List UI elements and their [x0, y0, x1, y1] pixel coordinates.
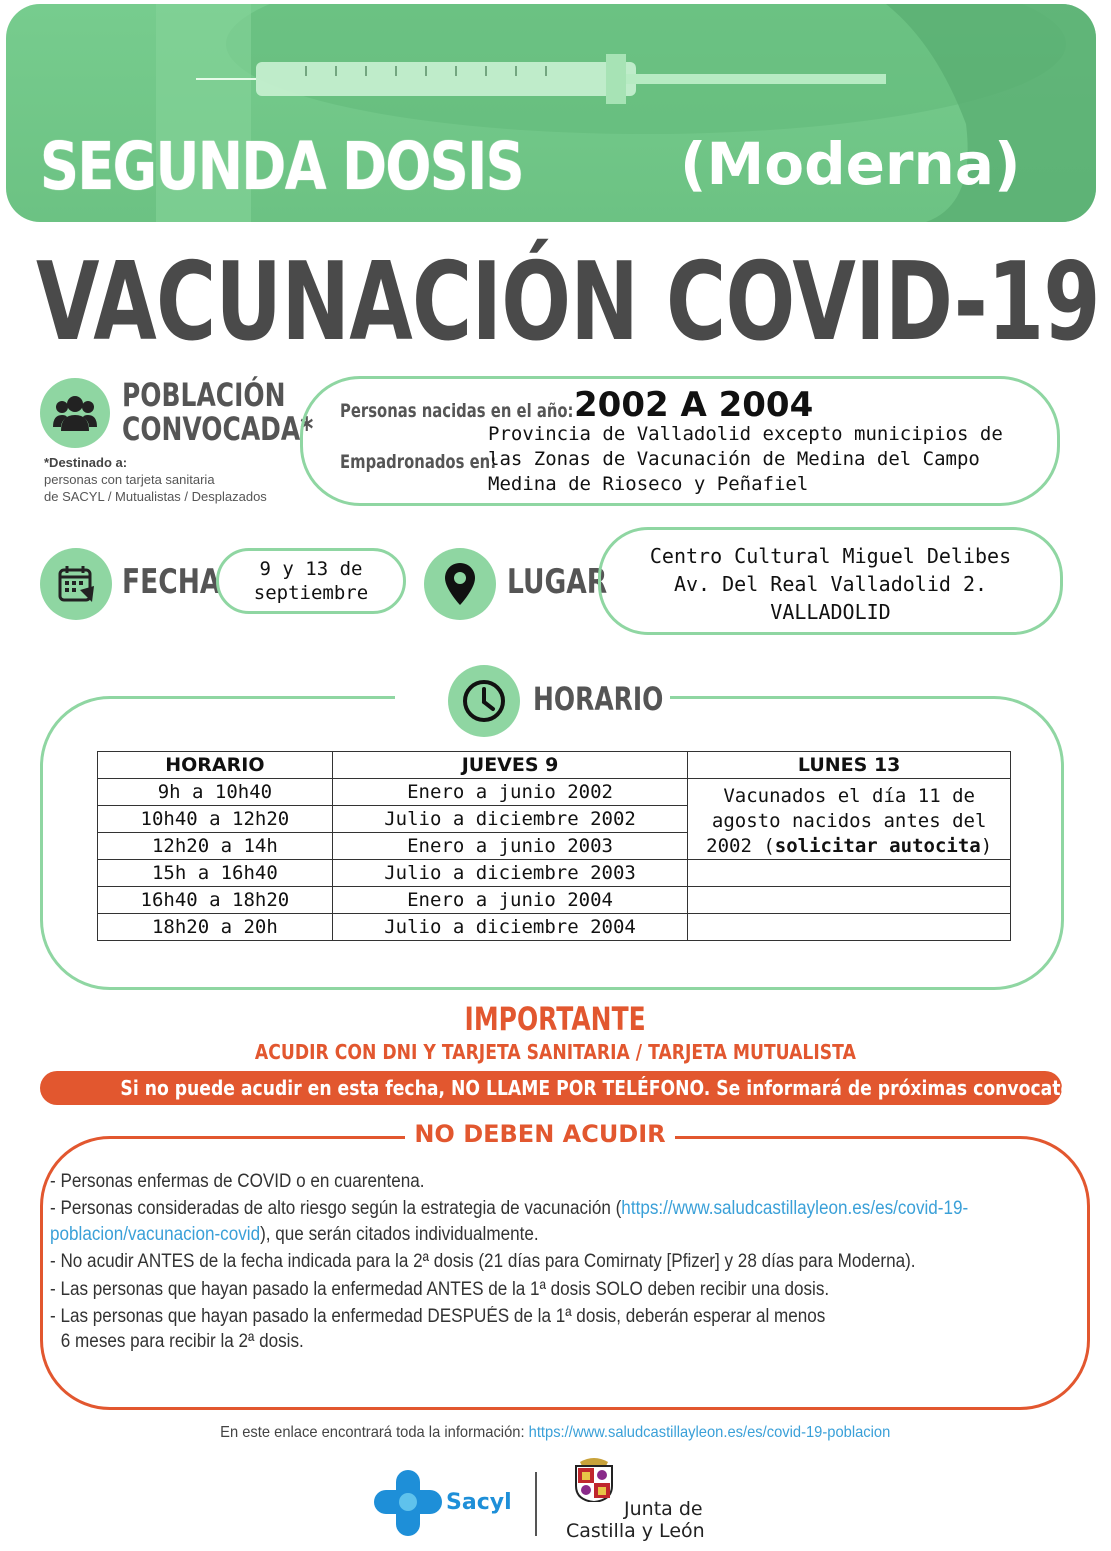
poblacion-title-line2: CONVOCADA* [122, 410, 314, 448]
table-cell-empty [688, 914, 1011, 941]
destinado-line1: personas con tarjeta sanitaria [44, 472, 215, 487]
importante-heading [0, 1000, 1111, 1038]
schedule-table [97, 751, 1011, 941]
junta-name [566, 1498, 705, 1542]
list-item-text-end: ), que serán citados individualmente. [260, 1224, 539, 1245]
table-row [98, 887, 1011, 914]
sacyl-logo [374, 1470, 512, 1541]
list-item-line2: 6 meses para recibir la 2ª dosis. [60, 1331, 304, 1352]
fecha-value-line1: 9 y 13 de [259, 558, 363, 580]
destinado-note [44, 454, 267, 505]
footer-info [0, 1424, 1111, 1442]
junta-line1: Junta de [624, 1498, 703, 1520]
lunes-text: Vacunados el día 11 de agosto nacidos antes del 2002 ( [706, 785, 987, 857]
calendar-icon [40, 548, 112, 620]
table-header: LUNES 13 [688, 752, 1011, 779]
sacyl-cross-icon [374, 1470, 444, 1536]
destinado-title: *Destinado a: [44, 455, 128, 470]
list-item: - No acudir ANTES de la fecha indicada para la 2ª dosis (21 días para Comirnaty [Pfizer] y 28 días para Moderna). [50, 1251, 916, 1272]
lugar-line1: Centro Cultural Miguel Delibes [649, 544, 1012, 568]
table-cell: 12h20 a 14h [98, 833, 333, 860]
horario-label: HORARIO [533, 680, 664, 718]
table-cell: Julio a diciembre 2003 [332, 860, 688, 887]
no-deben-title: NO DEBEN ACUDIR [414, 1120, 666, 1148]
footer-info-text: En este enlace encontrará toda la información: [220, 1424, 525, 1441]
importante-title: IMPORTANTE [464, 1000, 647, 1038]
table-cell: Julio a diciembre 2002 [332, 806, 688, 833]
table-cell-empty [688, 887, 1011, 914]
vacunacion-link[interactable]: https://www.saludcastillayleon.es/es/covid-19-poblacion/vacunacion-covid [50, 1198, 969, 1245]
list-item-text: - Personas consideradas de alto riesgo según la estrategia de vacunación ( [50, 1198, 622, 1219]
table-cell: Enero a junio 2003 [332, 833, 688, 860]
lugar-line2: Av. Del Real Valladolid 2. [673, 572, 988, 596]
table-cell: 18h20 a 20h [98, 914, 333, 941]
poblacion-title [122, 378, 313, 446]
personas-value: 2002 A 2004 [574, 385, 814, 425]
table-row [98, 860, 1011, 887]
acudir-text: ACUDIR CON DNI Y TARJETA SANITARIA / TARJETA MUTUALISTA [255, 1040, 856, 1064]
lugar-line3: VALLADOLID [770, 600, 891, 624]
solicitar-autocita: solicitar autocita [774, 835, 981, 857]
table-row [98, 779, 1011, 806]
table-header: JUEVES 9 [332, 752, 688, 779]
list-item: - Las personas que hayan pasado la enfermedad ANTES de la 1ª dosis SOLO deben recibir una dosis. [50, 1279, 830, 1300]
group-icon [40, 378, 110, 448]
junta-line2: Castilla y León [566, 1520, 705, 1542]
location-pin-icon [424, 548, 496, 620]
acudir-line [0, 1040, 1111, 1064]
destinado-line2: de SACYL / Mutualistas / Desplazados [44, 489, 267, 504]
table-header: HORARIO [98, 752, 333, 779]
title-moderna: (Moderna) [680, 130, 1021, 198]
list-item: - Personas enfermas de COVID o en cuarentena. [50, 1171, 425, 1192]
table-cell: 16h40 a 18h20 [98, 887, 333, 914]
table-cell: Enero a junio 2002 [332, 779, 688, 806]
fecha-value [216, 557, 406, 605]
no-llame-banner [40, 1071, 1109, 1105]
table-row [98, 914, 1011, 941]
logo-divider [535, 1472, 537, 1536]
empadronados-value: Provincia de Valladolid excepto municipios de las Zonas de Vacunación de Medina del Campo Medina de Rioseco y Peñafiel [488, 423, 1003, 495]
table-cell: 9h a 10h40 [98, 779, 333, 806]
lunes-text-end: ) [980, 835, 993, 857]
table-header-row [98, 752, 1011, 779]
clock-icon [448, 665, 520, 737]
table-cell: 10h40 a 12h20 [98, 806, 333, 833]
table-cell: Enero a junio 2004 [332, 887, 688, 914]
personas-label: Personas nacidas en el año: [340, 400, 574, 422]
lugar-label: LUGAR [507, 562, 608, 602]
lunes-cell [688, 779, 1011, 860]
lugar-value [598, 542, 1063, 626]
table-cell-empty [688, 860, 1011, 887]
list-item-line1: - Las personas que hayan pasado la enfermedad DESPUÉS de la 1ª dosis, deberán esperar al menos [50, 1306, 826, 1327]
table-cell: Julio a diciembre 2004 [332, 914, 688, 941]
poblacion-title-line1: POBLACIÓN [122, 376, 286, 414]
footer-link[interactable]: https://www.saludcastillayleon.es/es/covid-19-poblacion [528, 1424, 891, 1441]
table-cell: 15h a 16h40 [98, 860, 333, 887]
no-deben-list [50, 1168, 1080, 1354]
empadronados-label: Empadronados en: [340, 451, 497, 473]
main-title: VACUNACIÓN COVID-19 [36, 240, 1100, 365]
fecha-label: FECHA [122, 562, 221, 602]
list-item [50, 1196, 1040, 1248]
list-item [50, 1304, 977, 1354]
sacyl-name: Sacyl [446, 1490, 512, 1515]
fecha-value-line2: septiembre [253, 582, 369, 604]
title-segunda-dosis: SEGUNDA DOSIS [40, 128, 523, 205]
no-llame-text: Si no puede acudir en esta fecha, NO LLAME POR TELÉFONO. Se informará de próximas convocatorias [120, 1076, 1109, 1100]
